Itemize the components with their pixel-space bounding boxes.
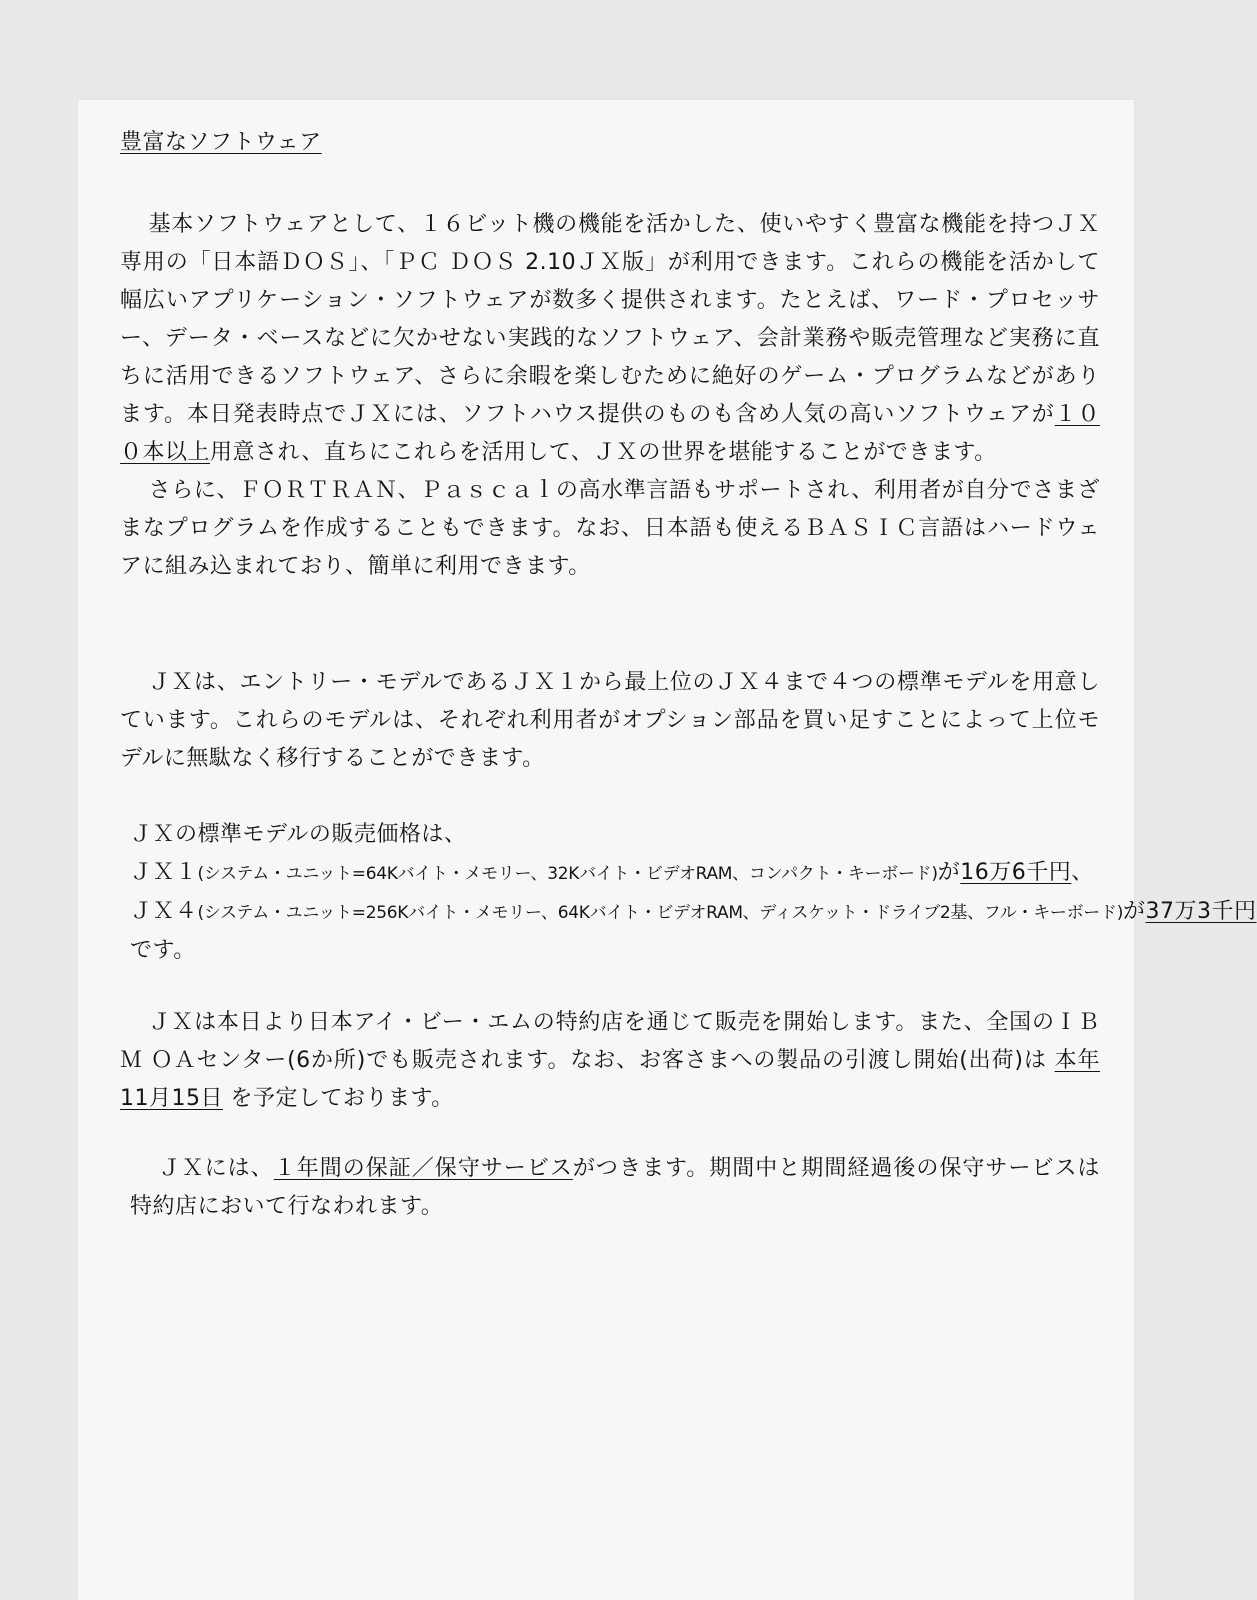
section-heading: 豊富なソフトウェア [120,130,322,155]
model-jx4-price: 37万3千円 [1145,899,1257,924]
model-jx1-end: 、 [1071,860,1094,885]
software-count-highlight: １００本以上 [120,402,1100,465]
model-jx1-price: 16万6千円 [960,860,1072,885]
paragraph-sales-text: ＪＸは本日より日本アイ・ビー・エムの特約店を通じて販売を開始します。また、全国のＩＢＭ ＯＡセンター(6か所)でも販売されます。なお、お客さまへの製品の引渡し開始(出荷)は [120,1010,1100,1073]
paragraph-software-end: 用意され、直ちにこれらを活用して、ＪＸの世界を堪能することができます。 [210,440,997,465]
paragraph-software [120,206,1100,472]
model-jx1-spec: (システム・ユニット=64Kバイト・メモリー、32Kバイト・ビデオRAM、コンパクト・キーボード) [197,864,938,884]
paragraph-languages: さらに、ＦＯＲＴＲＡＮ、Ｐａｓｃａｌの高水準言語もサポートされ、利用者が自分でさまざまなプログラムを作成することもできます。なお、日本語も使えるＢＡＳＩＣ言語はハードウェアに組み込まれており、簡単に利用できます。 [120,478,1100,579]
paragraph-software-text: 基本ソフトウェアとして、１６ビット機の機能を活かした、使いやすく豊富な機能を持つＪＸ専用の「日本語ＤＯＳ」、「ＰＣ ＤＯＳ 2.10ＪＸ版」が利用できます。これらの機能を活かして幅広いアプリケーション・ソフトウェアが数多く提供されます。たとえば、ワード・プロセッサー、データ・ベースなどに欠かせない実践的なソフトウェア、会計業務や販売管理など実務に直ちに活用できるソフトウェア、さらに余暇を楽しむために絶好のゲーム・プログラムなどがあります。本日発表時点でＪＸには、ソフトハウス提供のものも含め人気の高いソフトウェアが [120,212,1100,427]
shipping-date: 本年11月15日 [120,1048,1100,1111]
warranty-highlight: １年間の保証／保守サービス [273,1156,573,1181]
model-jx4: ＪＸ４ [130,899,198,924]
price-row-jx4 [120,893,1257,932]
price-intro: ＪＸの標準モデルの販売価格は、 [130,822,467,847]
price-list [120,816,1257,970]
document-page [78,100,1257,1600]
paragraph-models: ＪＸは、エントリー・モデルであるＪＸ１から最上位のＪＸ４まで４つの標準モデルを用意しています。これらのモデルは、それぞれ利用者がオプション部品を買い足すことによって上位モデルに無駄なく移行することができます。 [120,670,1100,771]
paragraph-warranty-end: がつきます。期間中と期間経過後の保守サービスは特約店において行なわれます。 [130,1156,1100,1219]
model-jx4-spec: (システム・ユニット=256Kバイト・メモリー、64Kバイト・ビデオRAM、ディスケット・ドライブ2基、フル・キーボード) [197,903,1124,923]
paragraph-warranty-text: ＪＸには、 [158,1156,274,1181]
paragraph-sales [120,1004,1100,1118]
price-end: です。 [130,938,196,963]
paragraph-sales-end: を予定しております。 [230,1086,454,1111]
model-jx1: ＪＸ１ [130,860,198,885]
document-content [120,124,1257,1226]
model-jx1-ga: が [937,860,961,885]
price-row-jx1 [120,854,1100,893]
model-jx4-ga: が [1123,899,1146,924]
paragraph-warranty [120,1150,1100,1226]
